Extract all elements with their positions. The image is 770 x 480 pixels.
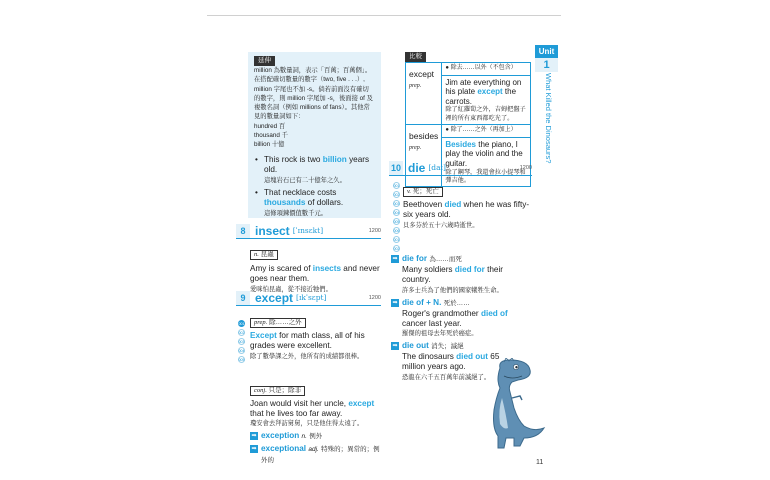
example-translation: 瓊安會去拜訪舅舅，只是他住得太遠了。 [250,420,364,428]
phrase-translation: 許多士兵為了他們的國家犧牲生命。 [402,286,503,294]
note-term: hundred 百 [254,122,286,130]
phrase-translation: 恐龍在六千五百萬年前滅絕了。 [402,373,491,381]
unit-tab [535,45,558,164]
derivative-arrow-icon: ➡ [251,433,257,440]
example-sentence: Amy is scared of insects and never goes near them. [250,264,380,284]
example-translation: 愛咪怕昆蟲，從不接近牠們。 [250,285,332,293]
phrase-arrow-icon: ➡ [392,299,398,306]
compare-detail: ● 除了……之外（再加上） Besides the piano, I play the violin and the guitar. 除了鋼琴，我還會拉小提琴和彈吉他。 [442,125,531,187]
entry-body-die [403,180,533,230]
level-code: 1200 [368,294,381,301]
unit-number: 1 [535,58,558,72]
note-example: • This rock is two billion years old. 這塊岩石已有二十億年之久。 [254,155,375,185]
audio-track-dots-except [238,320,246,365]
note-term: thousand 千 [254,132,288,140]
audio-dot[interactable]: 002 [238,330,245,335]
audio-dot[interactable]: 003 [238,339,245,344]
example-sentence: Joan would visit her uncle, except that he lives too far away. [250,398,375,418]
phrase-die-for: ➡ die for 為……而死 [392,254,462,263]
unit-title-vertical: What Killed the Dinosaurs? [544,73,553,164]
audio-dot[interactable]: 001 [393,183,400,188]
level-code: 1200 [519,164,532,171]
level-code: 1200 [368,227,381,234]
audio-dot[interactable]: 005 [393,219,400,224]
entry-header-except [236,290,381,306]
audio-dot[interactable]: 005 [238,357,245,362]
note-examples [254,155,375,218]
note-box-million [248,52,381,218]
pos-label: n. 昆蟲 [250,250,278,260]
entry-header-die [389,160,532,176]
phrase-arrow-icon: ➡ [392,343,398,350]
pos-label: v. 死；死亡 [403,187,443,197]
entry-number: 8 [236,224,250,238]
compare-row-besides [406,125,531,187]
phrase-example: Many soldiers died for their country. [402,265,504,285]
phonetic: [daɪ] [428,163,446,172]
unit-label: Unit [535,45,558,58]
compare-word: besides prep. [406,125,442,187]
phrase-die-of: ➡ die of + N. 死於…… [392,297,470,307]
entry-header-insect [236,223,381,239]
entry-body-insect [250,243,380,294]
page-top-rule [207,15,561,16]
compare-word: except prep. [406,63,442,125]
note-text: million 為數量詞，表示「百萬；百萬個」。在搭配確切數量的數字（two, five . . .）, million 字尾也不加 -s。倘若前面沒有確切的數字，則 million 字尾加 -s，後面接 of 及複數名詞（例如 millions of fans）。其他常見的數量詞如下： [254,67,373,121]
compare-detail: ● 除去……以外（不包含） Jim ate everything on his plate except the carrots. 除了紅蘿蔔之外，吉姆把盤子裡的所有東西都吃光了。 [442,63,531,125]
pos-label: conj. 只是；除非 [250,386,305,396]
headword: except [255,290,294,305]
audio-dot[interactable]: 002 [393,246,400,251]
note-example-zh: 這塊岩石已有二十億年之久。 [264,176,346,184]
phonetic: [ɪkˈsɛpt] [296,293,327,302]
phonetic: [ˈɪnsɛkt] [292,226,324,235]
audio-dot[interactable]: 004 [393,210,400,215]
dinosaur-illustration-icon [478,358,548,453]
example-sentence: Except for math class, all of his grades were excellent. [250,331,365,351]
example-translation: 除了數學課之外，他所有的成績都很棒。 [250,352,364,360]
headword: insect [255,223,290,238]
compare-row-except [406,63,531,125]
audio-dot[interactable]: 002 [393,192,400,197]
audio-track-dots-die [393,182,401,254]
phrase-arrow-icon: ➡ [392,256,398,262]
pos-label: prep. 除……之外 [250,318,306,328]
compare-tag: 比較 [405,52,426,62]
audio-dot[interactable]: 003 [393,201,400,206]
entry-number: 9 [236,291,250,305]
audio-dot[interactable]: 004 [238,348,245,353]
example-sentence: Beethoven died when he was fifty-six years old. [403,200,530,220]
phrase-example: The dinosaurs died out 65 million years ago. [402,352,500,372]
audio-dot[interactable]: 001 [238,321,245,326]
note-term: billion 十億 [254,141,285,149]
note-tag: 延伸 [254,56,275,66]
phrase-die-out: ➡ die out 消失；滅絕 [392,341,464,351]
derivative-exceptional: ➡ exceptional adj. 特殊的；異常的；例外的 [251,444,380,465]
derivative-exception: ➡ exception n. 例外 [251,431,323,441]
note-example: • That necklace costs thousands of dollars. 這條項鍊價值數千元。 [254,188,375,218]
audio-dot[interactable]: 001 [393,237,400,242]
entry-body-except [250,311,380,466]
note-example-zh: 這條項鍊價值數千元。 [264,209,327,217]
page-number: 11 [536,459,544,466]
audio-dot[interactable]: 006 [393,228,400,233]
headword: die [408,160,426,175]
derivative-arrow-icon: ➡ [251,446,257,453]
phrase-translation: 羅傑的祖母去年死於癌症。 [402,330,478,338]
entry-number: 10 [390,162,401,173]
example-translation: 貝多芬於五十六歲時逝世。 [403,221,479,229]
phrase-example: Roger's grandmother died of cancer last year. [402,308,508,328]
